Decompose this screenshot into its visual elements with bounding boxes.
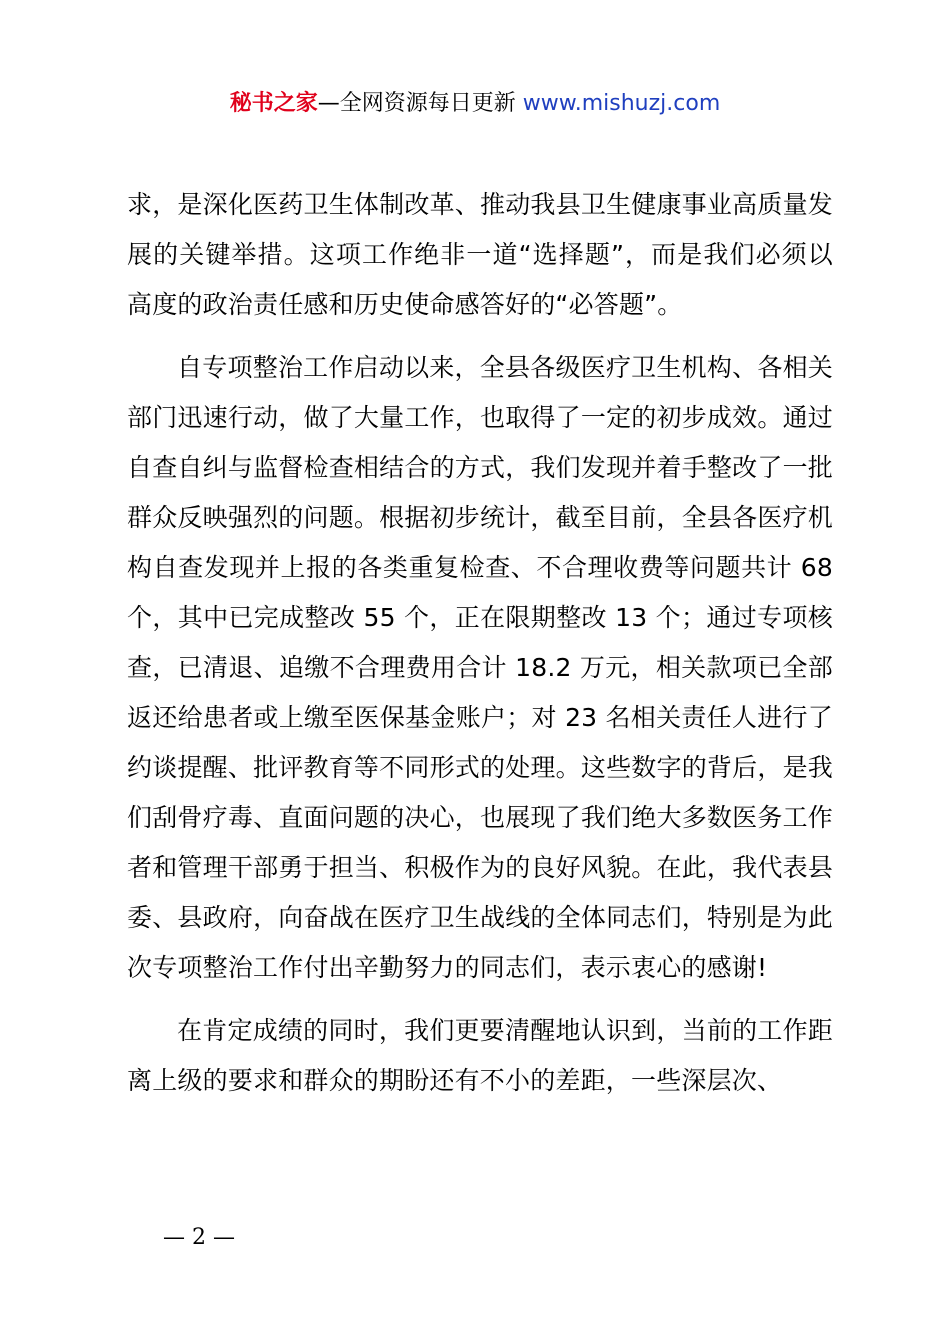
paragraph-continuation: 求，是深化医药卫生体制改革、推动我县卫生健康事业高质量发展的关键举措。这项工作绝非一道“选择题”，而是我们必须以高度的政治责任感和历史使命感答好的“必答题”。 bbox=[127, 190, 833, 319]
paragraph-gaps: 在肯定成绩的同时，我们更要清醒地认识到，当前的工作距离上级的要求和群众的期盼还有不小的差距，一些深层次、 bbox=[127, 1016, 833, 1095]
paragraph-achievements: 自专项整治工作启动以来，全县各级医疗卫生机构、各相关部门迅速行动，做了大量工作，也取得了一定的初步成效。通过自查自纠与监督检查相结合的方式，我们发现并着手整改了一批群众反映强烈的问题。根据初步统计，截至目前，全县各医疗机构自查发现并上报的各类重复检查、不合理收费等问题共计 68 个，其中已完成整改 55 个，正在限期整改 13 个；通过专项核查，已清退、追缴不合理费用合计 18.2 万元，相关款项已全部返还给患者或上缴至医保基金账户；对 23 名相关责任人进行了约谈提醒、批评教育等不同形式的处理。这些数字的背后，是我们刮骨疗毒、直面问题的决心，也展现了我们绝大多数医务工作者和管理干部勇于担当、积极作为的良好风貌。在此，我代表县委、县政府，向奋战在医疗卫生战线的全体同志们，特别是为此次专项整治工作付出辛勤努力的同志们，表示衷心的感谢! bbox=[127, 353, 833, 982]
page-number: — 2 — bbox=[163, 1225, 235, 1250]
site-header bbox=[0, 88, 950, 120]
brand-name: 秘书之家 bbox=[229, 91, 318, 116]
header-tagline: —全网资源每日更新 bbox=[317, 91, 516, 116]
document-body bbox=[127, 180, 833, 1106]
site-url-link[interactable]: www.mishuzj.com bbox=[522, 91, 721, 116]
